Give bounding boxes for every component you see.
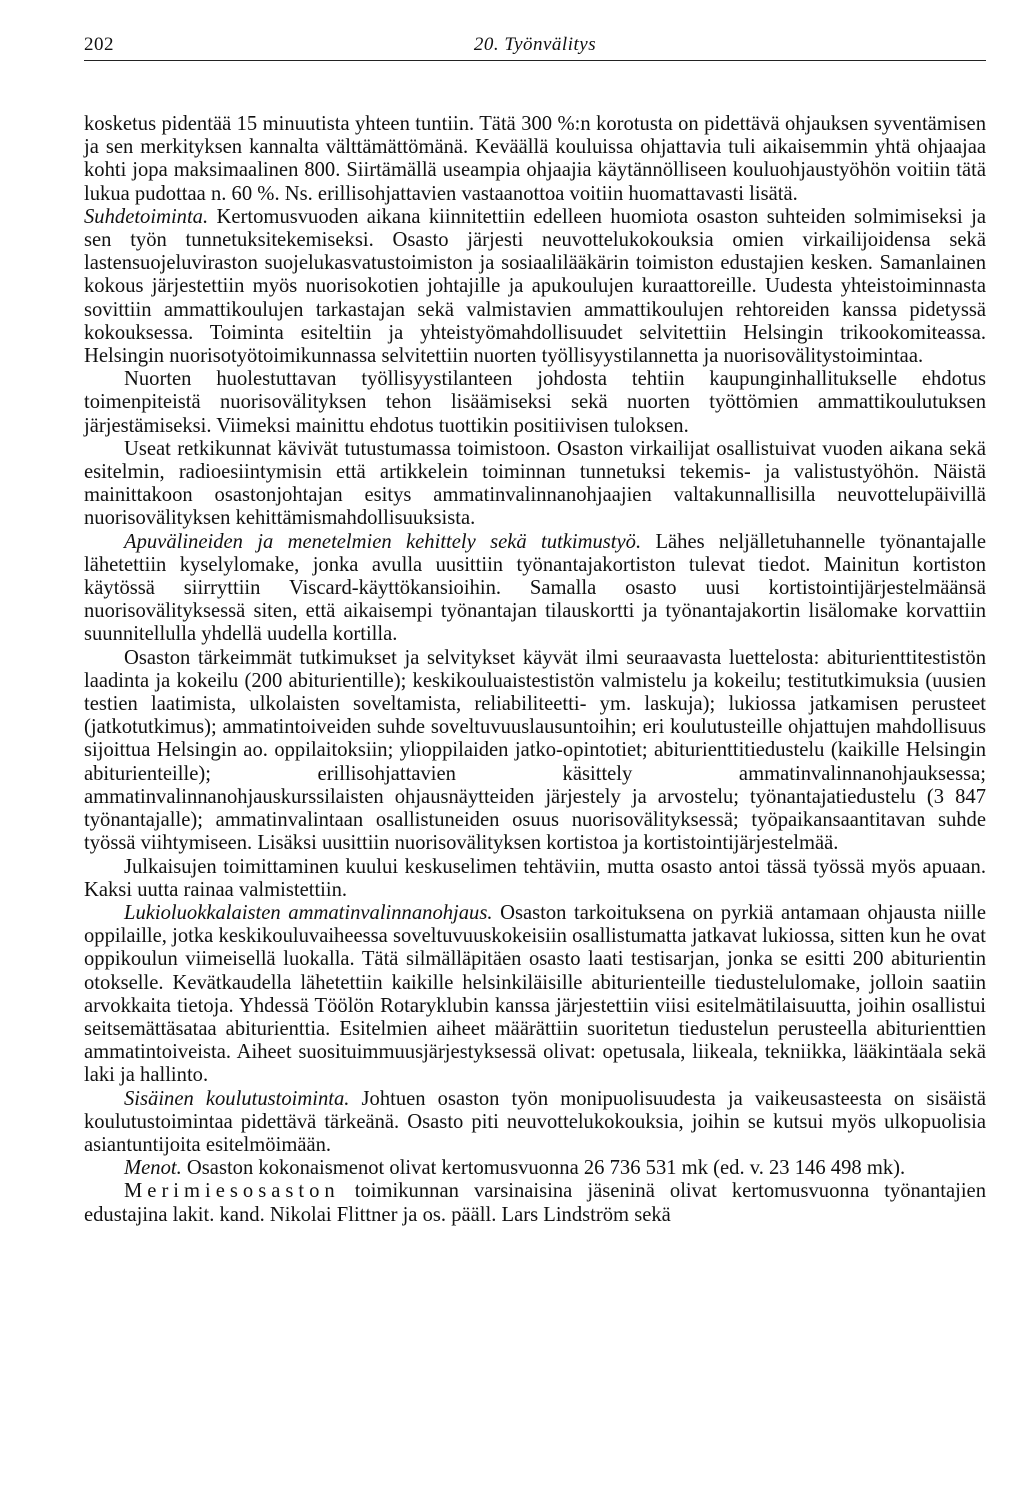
document-page xyxy=(84,30,986,1227)
paragraph-text: Nuorten huolestuttavan työllisyystilanteen johdosta tehtiin kaupunginhallitukselle ehdotus toimenpiteistä nuorisovälityksen tehon lisäämiseksi sekä nuorten työttömien ammattikoulutuksen järjestämiseksi. Viimeksi mainittu ehdotus tuottikin positiivisen tuloksen. xyxy=(84,368,986,437)
page-number: 202 xyxy=(84,34,114,55)
paragraph-text: Johtuen osaston työn monipuolisuudesta ja vaikeusasteesta on sisäistä koulutustoimintaa pidettävä tärkeänä. Osasto piti neuvottelukokouksia, joihin se kutsui myös ulkopuolisia asiantuntijoita esitelmöimään. xyxy=(84,1087,986,1156)
body-text xyxy=(84,113,986,1227)
section-title: 20. Työnvälitys xyxy=(473,34,597,55)
spaced-heading: Merimiesosaston xyxy=(124,1180,340,1203)
run-in-heading: Menot. xyxy=(124,1157,182,1180)
paragraph xyxy=(84,902,986,1088)
run-in-heading: Sisäinen koulutustoiminta. xyxy=(124,1087,350,1110)
paragraph xyxy=(84,438,986,531)
paragraph xyxy=(84,856,986,902)
paragraph-text: Osaston kokonaismenot olivat kertomusvuonna 26 736 531 mk (ed. v. 23 146 498 mk). xyxy=(181,1157,906,1180)
run-in-heading: Suhdetoiminta. xyxy=(84,205,209,228)
run-in-heading: Apuvälineiden ja menetelmien kehittely sekä tutkimustyö. xyxy=(124,530,642,553)
paragraph-text: Lähes neljälletuhannelle työnantajalle lähetettiin kyselylomake, jonka avulla uusittiin työnantajakortiston tulevat tiedot. Mainitun kortiston käytössä siirryttiin Viscard-käyttökansioihin. Samalla osasto uusi kortistointijärjestelmäänsä nuorisovälityksessä siten, että aikaisempi työnantajan tilauskortti ja työnantajakortin lisälomake korvattiin suunnitellulla yhdellä uudella kortilla. xyxy=(84,530,987,646)
running-header xyxy=(84,30,986,61)
paragraph xyxy=(84,206,986,368)
paragraph xyxy=(84,368,986,438)
paragraph-text: Osaston tärkeimmät tutkimukset ja selvitykset käyvät ilmi seuraavasta luettelosta: abiturienttitestistön laadinta ja kokeilu (200 abiturientille); keskikouluaistestistön valmistelu ja kokeilu; testitutkimuksia (uusien testien laatimista, ulkolaisten soveltamista, reliabiliteetti- ym. laskuja); lukiossa jatkamisen perusteet (jatkotutkimus); ammatintoiveiden suhde soveltuvuuslausuntoihin; eri koulutusteille ohjattujen mahdollisuus sijoittua Helsingin ao. oppilaitoksiin; ylioppilaiden jatko-opintotiet; abiturienttitiedustelu (kaikille Helsingin abiturienteille); erillisohjattavien käsittely ammatinvalinnanohjauksessa; ammatinvalinnanohjauskurssilaisten ohjausnäytteiden järjestely ja arvostelu; työnantajatiedustelu (3 847 työnantajalle); ammatinvalintaan osallistuneiden osuus nuorisovälityksessä; työpaikansaantitavan suhde työssä viihtymiseen. Lisäksi uusittiin nuorisovälityksen kortistoa ja kortistointijärjestelmää. xyxy=(84,646,986,855)
paragraph-text: toimikunnan varsinaisina jäseninä olivat kertomusvuonna työnantajien edustajina lakit. kand. Nikolai Flittner ja os. pääll. Lars Lindström sekä xyxy=(84,1180,986,1226)
paragraph-text: Osaston tarkoituksena on pyrkiä antamaan ohjausta niille oppilaille, jotka keskikouluvaiheessa soveltuvuuskokeisiin osallistumatta jatkavat lukiossa, sitten kun he ovat oppikoulun viimeisellä luokalla. Tätä silmälläpitäen osasto laati testisarjan, jonka se esitti 200 abiturientin otokselle. Kevätkaudella lähetettiin kaikille helsinkiläisille abiturienteille tiedustelulomake, jolloin saatiin arvokkaita tietoja. Yhdessä Töölön Rotaryklubin kanssa järjestettiin viisi esitelmätilaisuutta, joihin osallistui seitsemättäsataa abiturienttia. Esitelmien aiheet määrättiin suoritetun tiedustelun perusteella abiturienttien ammatintoiveista. Aiheet suosituimmuusjärjestyksessä olivat: opetusala, liikeala, tekniikka, lääkintäala sekä laki ja hallinto. xyxy=(84,901,986,1087)
paragraph xyxy=(84,113,986,206)
paragraph xyxy=(84,1157,986,1180)
run-in-heading: Lukioluokkalaisten ammatinvalinnanohjaus. xyxy=(124,901,493,924)
paragraph-text: Kertomusvuoden aikana kiinnitettiin edelleen huomiota osaston suhteiden solmimiseksi ja sen työn tunnetuksitekemiseksi. Osasto järjesti neuvottelukokouksia omien virkailijoidensa sekä lastensuojeluviraston suojelukasvatustoimiston ja sosiaalilääkärin toimiston edustajien kesken. Samanlainen kokous järjestettiin myös nuorisokotien johtajille ja apukoulujen kuraattoreille. Uudesta yhteistoiminnasta sovittiin ammattikoulujen tarkastajan sekä valmistavien ammattikoulujen rehtoreiden kanssa pidetyssä kokouksessa. Toiminta esiteltiin ja yhteistyömahdollisuudet selvitettiin Helsingin trikookomiteassa. Helsingin nuorisotyötoimikunnassa selvitettiin nuorten työllisyystilannetta ja nuorisovälitystoimintaa. xyxy=(84,205,986,368)
paragraph-text: kosketus pidentää 15 minuutista yhteen tuntiin. Tätä 300 %:n korotusta on pidettävä ohjauksen syventämisen ja sen merkityksen kannalta välttämättömänä. Keväällä kouluissa ohjattavia tuli aikaisemmin yhtä ohjaajaa kohti jopa maksimaalinen 800. Siirtämällä useampia ohjaajia käytännölliseen kouluohjaustyöhön voitiin tätä lukua pudottaa n. 60 %. Ns. erillisohjattavien vastaanottoa voitiin huomattavasti lisätä. xyxy=(84,113,986,205)
paragraph-text: Julkaisujen toimittaminen kuului keskuselimen tehtäviin, mutta osasto antoi tässä työssä myös apuaan. Kaksi uutta rainaa valmistettiin. xyxy=(84,855,986,901)
paragraph xyxy=(84,1180,986,1226)
paragraph-text: Useat retkikunnat kävivät tutustumassa toimistoon. Osaston virkailijat osallistuivat vuoden aikana sekä esitelmin, radioesiintymisin että artikkelein toiminnan tunnetuksi tekemis- ja valistustyöhön. Näistä mainittakoon osastonjohtajan esitys ammatinvalinnanohjaajien valtakunnallisilla neuvottelupäivillä nuorisovälityksen kehittämismahdollisuuksista. xyxy=(84,437,986,530)
paragraph xyxy=(84,1088,986,1158)
paragraph xyxy=(84,647,986,856)
paragraph xyxy=(84,531,986,647)
